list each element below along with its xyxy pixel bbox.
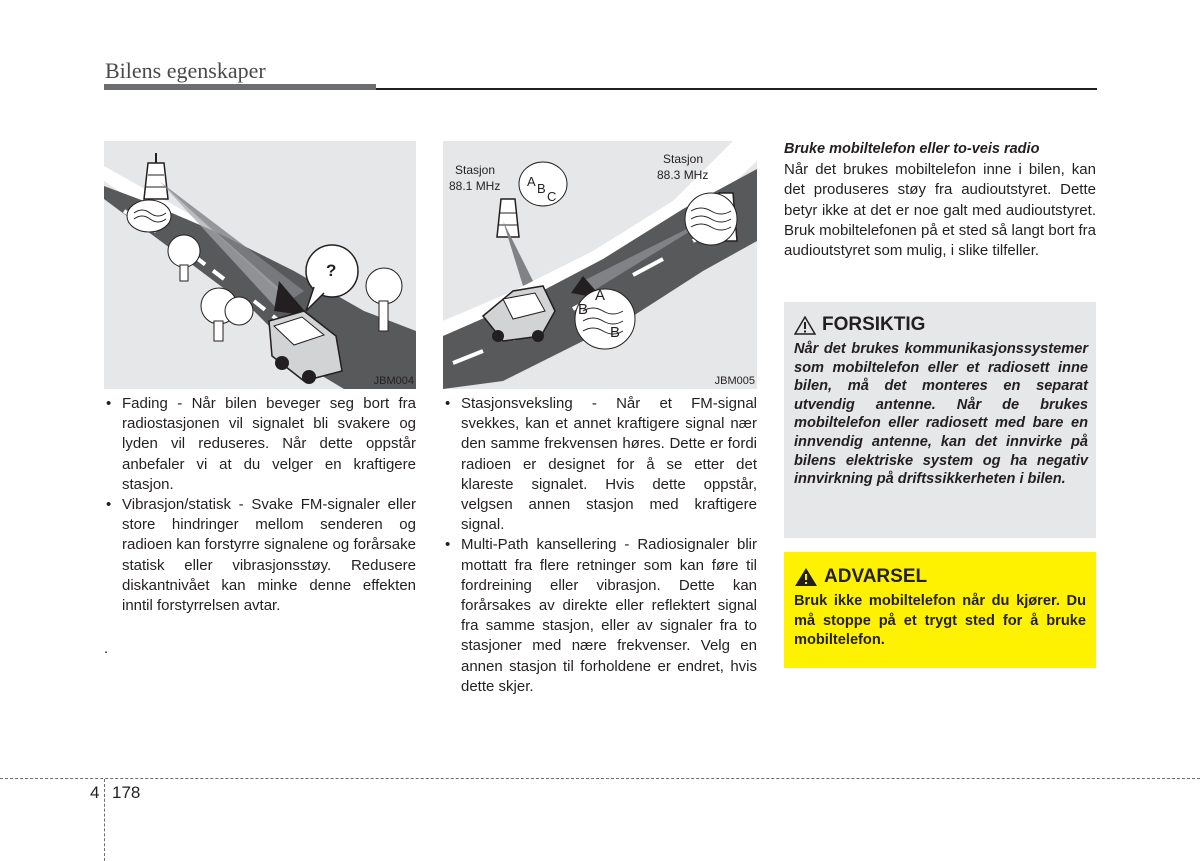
caution-triangle-icon xyxy=(794,316,816,335)
letter-c: C xyxy=(547,189,557,204)
station-left-label: Stasjon xyxy=(455,163,496,177)
bullet-list xyxy=(443,394,757,697)
multipath-letter-a: A xyxy=(595,287,606,304)
figure-fading xyxy=(104,141,416,389)
footer-vertical-rule xyxy=(104,779,105,861)
trailing-dot: . xyxy=(104,640,109,657)
column-2 xyxy=(443,394,757,697)
caution-header xyxy=(794,314,925,336)
header-rule-thick xyxy=(104,84,376,90)
letter-a: A xyxy=(527,174,536,189)
question-mark-label: ? xyxy=(326,261,337,280)
section-body: Når det brukes mobiltelefon inne i bilen, kan det produseres støy fra audioutstyret. Dette betyr ikke at det er noe galt med audioutstyret. Bruk mobiltelefonen på et sted så langt bort fra audioutstyret som mulig, i slike tilfeller. xyxy=(784,161,1096,260)
warning-triangle-icon xyxy=(794,567,818,587)
page-header-title: Bilens egenskaper xyxy=(105,58,266,83)
figure-code: JBM004 xyxy=(373,375,414,387)
freq-right-label: 88.3 MHz xyxy=(657,168,709,182)
header-rule-thin xyxy=(376,88,1097,90)
column-1 xyxy=(104,394,416,616)
figure-station-switching xyxy=(443,141,757,389)
caution-body: Når det brukes kommunikasjonssystemer som mobiltelefon eller et radiosett inne bilen, må det monteres en separat utvendig antenne. Når de brukes mobiltelefon eller radiosett med bare en innvendig antenne, kan det innvirke på bilens elektriske system og ha negativ innvirkning på driftssikkerheten i bilen. xyxy=(794,341,1088,488)
warning-header xyxy=(794,566,927,588)
letter-b: B xyxy=(537,181,546,196)
warning-box xyxy=(784,552,1096,668)
tower-icon xyxy=(144,153,168,199)
chapter-number: 4 xyxy=(90,783,100,802)
warning-title: ADVARSEL xyxy=(824,566,928,587)
list-item: • Multi-Path kansellering - Radiosignaler blir mottatt fra flere retninger som kan føre til fordreining eller vibrasjon. Dette kan forårsakes av direkte eller reflektert signal fra samme stasjon, eller av signaler fra to stasjoner med nære frekvenser. Velg en annen stasjon til forholdene er endret, hvis dette skjer. xyxy=(443,535,757,697)
list-item: • Vibrasjon/statisk - Svake FM-signaler eller store hindringer mellom senderen og radioen kan forstyrre signalene og forårsake statisk eller vibrasjonsstøy. Redusere diskantnivået kan minke denne effekten inntil forstyrrelsen avtar. xyxy=(104,495,416,616)
multipath-letter-b2: B xyxy=(610,324,621,341)
page-number: 178 xyxy=(112,783,141,802)
footer-rule xyxy=(0,778,1200,779)
section-title: Bruke mobiltelefon eller to-veis radio xyxy=(784,141,1040,157)
bullet-list xyxy=(104,394,416,616)
figure-code: JBM005 xyxy=(714,375,755,387)
station-right-label: Stasjon xyxy=(663,152,704,166)
column-3 xyxy=(784,139,1096,261)
multipath-letter-b: B xyxy=(578,301,589,318)
signal-bubble-icon xyxy=(127,200,171,232)
caution-box xyxy=(784,302,1096,538)
freq-left-label: 88.1 MHz xyxy=(449,179,501,193)
warning-body: Bruk ikke mobiltelefon når du kjører. Du må stoppe på et trygt sted for å bruke mobiltelefon. xyxy=(794,593,1086,648)
fading-illustration xyxy=(104,141,416,389)
list-item: • Stasjonsveksling - Når et FM-signal svekkes, kan et annet kraftigere signal nær den samme frekvensen høres. Dette er fordi radioen er designet for å se etter det klareste signalet. Hvis dette oppstår, velgsen annen stasjon med kraftigere signal. xyxy=(443,394,757,535)
caution-title: FORSIKTIG xyxy=(822,314,926,335)
list-item: • Fading - Når bilen beveger seg bort fra radiostasjonen vil signalet bli svakere og lyden vil reduseres. Når dette oppstår anbefaler vi at du velger en kraftigere stasjon. xyxy=(104,394,416,495)
